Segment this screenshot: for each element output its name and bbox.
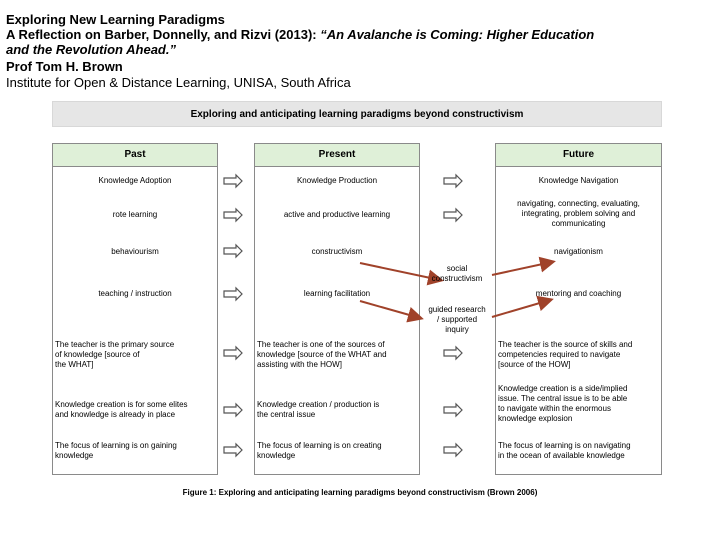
past-to-present-arrow-6 [224, 404, 242, 416]
cell-line: navigationism [554, 247, 603, 256]
past-to-present-arrow-4 [224, 288, 242, 300]
cell-line: The focus of learning is on gaining [55, 441, 177, 450]
cell-line: assisting with the HOW] [257, 360, 342, 369]
future-column-header: Future [496, 144, 661, 167]
cell-line: Knowledge Navigation [538, 176, 619, 185]
past-to-present-arrow-1 [224, 175, 242, 187]
cell-line: issue. The central issue is to be able [498, 394, 628, 403]
figure-caption: Figure 1: Exploring and anticipating learning paradigms beyond constructivism (Brown 2006) [182, 488, 538, 497]
guided-to-mentoring-arrow [492, 300, 550, 317]
cell-line: competencies required to navigate [498, 350, 621, 359]
cell-line: Knowledge Production [296, 176, 378, 185]
present-to-future-arrow-1 [444, 175, 462, 187]
cell-line: learning facilitation [303, 289, 371, 298]
cell-line: The teacher is one of the sources of [257, 340, 385, 349]
present-to-future-arrow-6 [444, 404, 462, 416]
reflection-prefix: A Reflection on Barber, Donnelly, and Rizvi (2013): [6, 27, 321, 42]
cell-line: and knowledge is already in place [55, 410, 176, 419]
cell-line: knowledge [source of the WHAT and [257, 350, 387, 359]
social-to-navigationism-arrow [492, 262, 552, 275]
facilitation-to-guided-arrow [360, 301, 420, 318]
cell-line: Knowledge Adoption [98, 176, 172, 185]
reflection-quote-line1: “An Avalanche is Coming: Higher Education [320, 27, 595, 42]
past-to-present-arrow-3 [224, 245, 242, 257]
cell-line: navigating, connecting, evaluating, [517, 199, 640, 208]
affiliation: Institute for Open & Distance Learning, UNISA, South Africa [6, 75, 351, 90]
cell-line: the WHAT] [55, 360, 94, 369]
guided-research-label: guided research / supported inquiry [428, 305, 486, 334]
present-to-future-arrow-5 [444, 347, 462, 359]
cell-line: The teacher is the source of skills and [498, 340, 633, 349]
past-to-present-arrow-7 [224, 444, 242, 456]
cell-line: [source of the HOW] [498, 360, 571, 369]
cell-line: teaching / instruction [98, 289, 172, 298]
cell-line: integrating, problem solving and [521, 209, 636, 218]
present-to-future-arrow-2 [444, 209, 462, 221]
cell-line: of knowledge [source of [55, 350, 140, 359]
present-to-future-arrow-7 [444, 444, 462, 456]
past-to-present-arrow-5 [224, 347, 242, 359]
cell-line: in the ocean of available knowledge [498, 451, 625, 460]
figure-banner: Exploring and anticipating learning paradigms beyond constructivism [52, 101, 662, 127]
present-column-header: Present [255, 144, 419, 167]
cell-line: The focus of learning is on navigating [498, 441, 631, 450]
cell-line: communicating [551, 219, 606, 228]
past-to-present-arrow-2 [224, 209, 242, 221]
cell-line: the central issue [257, 410, 316, 419]
cell-line: mentoring and coaching [535, 289, 622, 298]
cell-line: The focus of learning is on creating [257, 441, 382, 450]
cell-line: Knowledge creation / production is [257, 400, 380, 409]
cell-line: behaviourism [111, 247, 159, 256]
social-constructivism-label: social constructivism [431, 264, 483, 283]
author-name: Prof Tom H. Brown [6, 59, 123, 74]
cell-line: to navigate within the enormous [498, 404, 611, 413]
cell-line: rote learning [112, 210, 158, 219]
cell-line: The teacher is the primary source [55, 340, 175, 349]
cell-line: active and productive learning [283, 210, 391, 219]
cell-line: Knowledge creation is for some elites [55, 400, 188, 409]
cell-line: knowledge explosion [498, 414, 573, 423]
cell-line: knowledge [55, 451, 94, 460]
cell-line: Knowledge creation is a side/implied [498, 384, 628, 393]
reflection-quote-line2: and the Revolution Ahead.” [6, 42, 176, 57]
cell-line: knowledge [257, 451, 296, 460]
slide-title: Exploring New Learning Paradigms [6, 12, 225, 27]
past-column-header: Past [53, 144, 217, 167]
cell-line: constructivism [311, 247, 363, 256]
